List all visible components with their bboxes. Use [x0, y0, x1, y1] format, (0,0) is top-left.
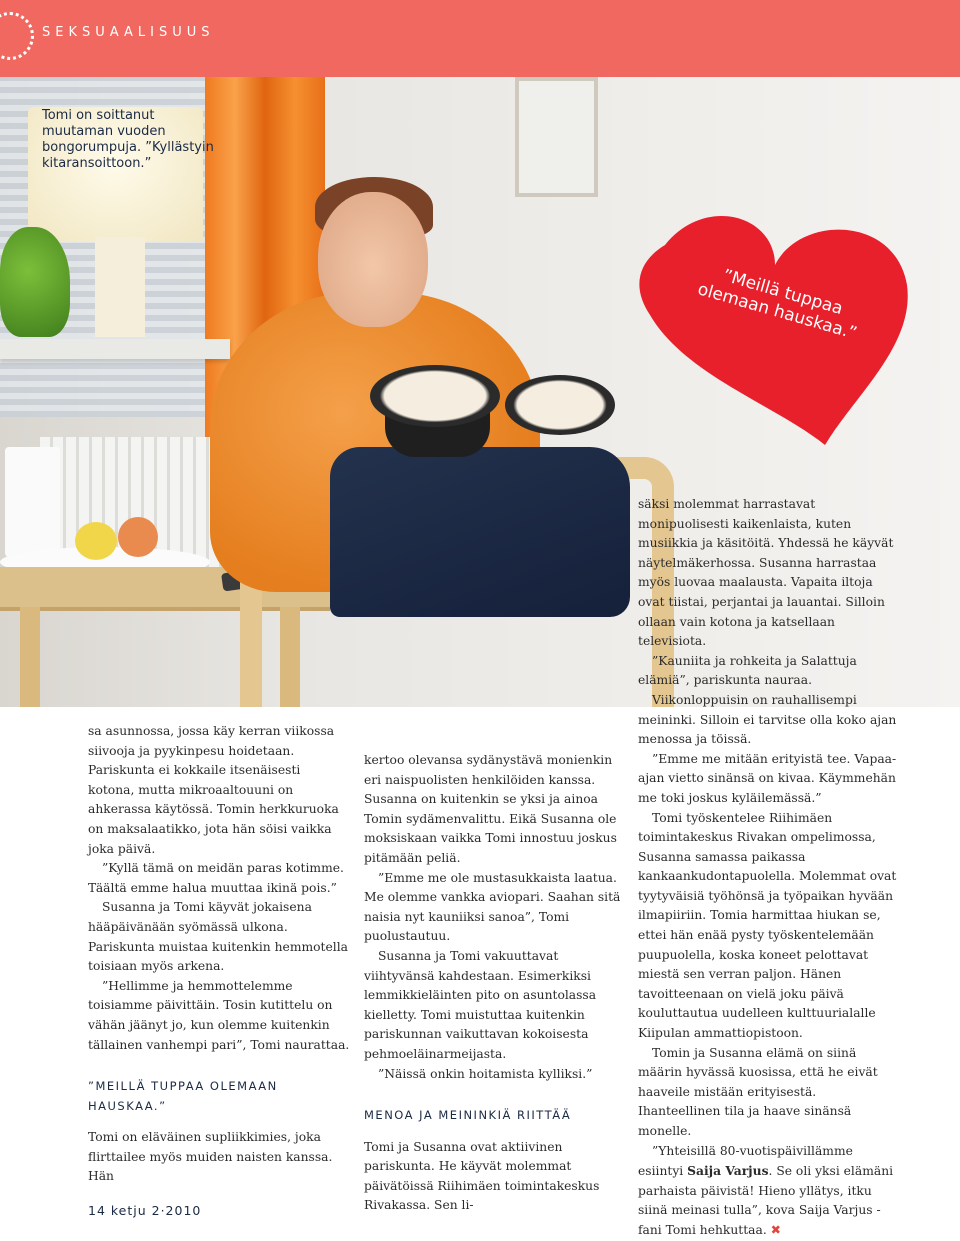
article-column-2 [364, 751, 626, 1216]
pull-quote: ”Meillä tuppaa olemaan hauskaa.” [695, 265, 860, 344]
subheading: ”MEILLÄ TUPPAA OLEMAAN HAUSKAA.” [88, 1079, 278, 1113]
picture-frame [515, 77, 598, 197]
text-run: ”Yhteisillä 80-vuotispäivillämme esiintyi [638, 1143, 853, 1179]
photo-caption: Tomi on soittanut muutaman vuoden bongorumpuja. ”Kyllästyin kitaransoittoon.” [42, 108, 214, 171]
subheading: MENOA JA MEININKIÄ RIITTÄÄ [364, 1108, 572, 1123]
paragraph: Susanna ja Tomi vakuuttavat viihtyvänsä kahdestaan. Esimerkiksi lemmikkieläinten pito on asuntolassa kielletty. Tomi muistuttaa kuitenkin pariskunnan vaikuttavan kokoisesta pehmoeläinarmeijasta. [364, 948, 597, 1061]
paragraph [638, 1142, 900, 1241]
paragraph: ”Kyllä tämä on meidän paras kotimme. Täältä emme halua muuttaa ikinä pois.” [88, 861, 344, 895]
article-column-3 [638, 495, 900, 1241]
person-name: Saija Varjus [687, 1163, 769, 1179]
section-title: SEKSUAALISUUS [42, 25, 215, 40]
paragraph: Tomi on eläväinen supliikkimies, joka flirttailee myös muiden naisten kanssa. Hän [88, 1130, 333, 1184]
bongo-drum [370, 365, 500, 427]
bongo-drum [505, 375, 615, 435]
paragraph: Tomi ja Susanna ovat aktiivinen pariskunta. He käyvät molemmat päivätöissä Riihimäen toimintakeskus Rivakassa. Sen li- [364, 1139, 600, 1213]
end-mark-icon: ✖ [770, 1222, 781, 1237]
dotted-circle-decoration [0, 12, 34, 60]
section-header [0, 0, 960, 77]
text-run: . Se oli yksi elämäni parhaista päivistä! Hieno yllätys, itku siinä meinasi tulla”, kova Saija Varjus -fani Tomi hehkuttaa. [638, 1164, 894, 1237]
paragraph: kertoo olevansa sydänystävä monienkin eri naispuolisten henkilöiden kanssa. Susanna on kuitenkin se yksi ja ainoa Tomin sydämenvalittu. Eikä Susanna ole moksiskaan vaikka Tomi innostuu joskus pitämään peliä. [364, 753, 617, 865]
paragraph: ”Kauniita ja rohkeita ja Salattuja elämiä”, pariskunta nauraa. [638, 653, 857, 688]
plush-toy [0, 227, 70, 337]
paragraph: ”Näissä onkin hoitamista kylliksi.” [378, 1066, 593, 1081]
page-footer: 14 ketju 2·2010 [88, 1203, 202, 1218]
paragraph: Tomin ja Susanna elämä on siinä määrin hyvässä kuosissa, että he eivät haaveile mistään erityisestä. Ihanteellinen tila ja haave sinänsä monelle. [638, 1045, 878, 1138]
paragraph: säksi molemmat harrastavat monipuolisesti kaikenlaista, kuten musiikkia ja käsitöitä. Yhdessä he käyvät näytelmäkerhossa. Susanna harrastaa myös luovaa maalausta. Vapaita iltoja ovat tiistai, perjantai ja lauantai. Silloin ollaan vain kotona ja katsellaan televisiota. [638, 497, 894, 649]
paragraph: Tomi työskentelee Riihimäen toimintakeskus Rivakan ompelimossa, Susanna samassa paikassa kankaankudontapuolella. Molemmat ovat tyytyväisiä työhönsä ja työpaikan hyvään ilmapiiriin. Tomia harmittaa hiukan se, ettei hän enää pysty työskentelemään puupuolella, koska koneet pelottavat miestä sen verran paljon. Hänen tavoitteenaan on vielä joku päivä kouluttautua uudelleen kulttuurialalle Kiipulan ammattiopistoon. [638, 810, 897, 1041]
article-column-1 [88, 722, 350, 1187]
paragraph: ”Emme me mitään erityistä tee. Vapaa-ajan vietto sinänsä on kivaa. Käymmehän me toki joskus kyläilemässä.” [638, 751, 897, 805]
paragraph: sa asunnossa, jossa käy kerran viikossa siivooja ja pyykinpesu hoidetaan. Pariskunta ei kokkaile itsenäisesti kotona, mutta mikroaaltouuni on ahkerassa käytössä. Tomin herkkuruoka on maksalaatikko, jota hän söisi vaikka joka päivä. [88, 724, 339, 856]
paragraph: Susanna ja Tomi käyvät jokaisena hääpäivänään syömässä ulkona. Pariskunta muistaa kuitenkin hemmotella toisiaan myös arkena. [88, 900, 348, 974]
paragraph: Viikonloppuisin on rauhallisempi meininki. Silloin ei tarvitse olla koko ajan menossa ja töissä. [638, 692, 897, 747]
paragraph: ”Hellimme ja hemmottelemme toisiamme päivittäin. Tosin kutittelu on vähän jäänyt jo, kun olemme kuitenkin tällainen vanhempi pari”, Tomi naurattaa. [88, 978, 350, 1052]
paragraph: ”Emme me ole mustasukkaista laatua. Me olemme vankka aviopari. Saahan sitä naisia nyt kauniiksi sanoa”, Tomi puolustautuu. [364, 870, 621, 944]
